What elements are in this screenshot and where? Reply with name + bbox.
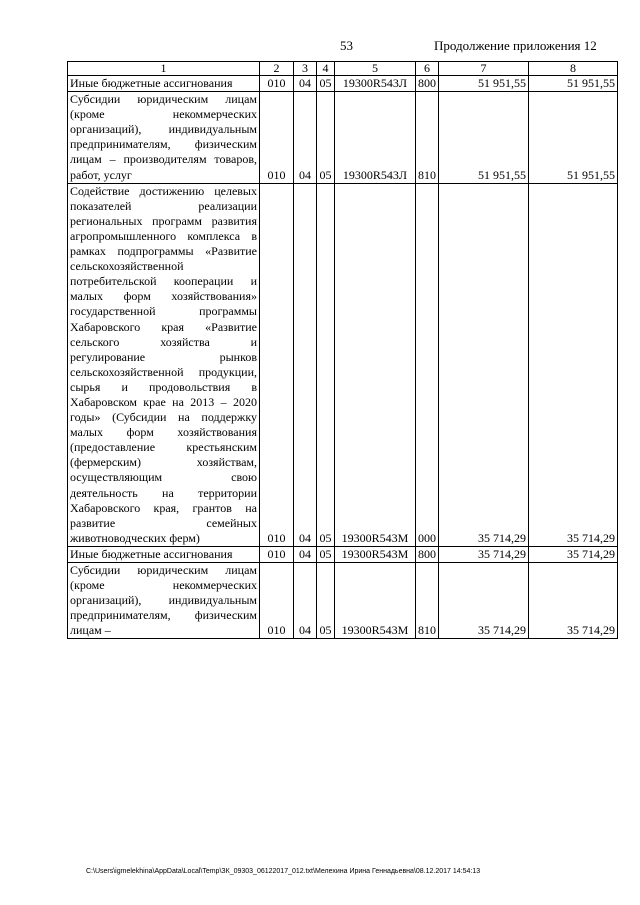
amount-cell: 51 951,55 <box>439 76 529 92</box>
row-description: Содействие достижению целевых показателей реализации региональных программ развития агропромышленного комплекса в рамках подпрограммы «Развитие сельскохозяйственной потребительской кооперации и малых форм хозяйствования» государственной программы Хабаровского края «Развитие сельского хозяйства и регулирование рынков сельскохозяйственной продукции, сырья и продовольствия в Хабаровском крае на 2013 – 2020 годы» (Субсидии на поддержку малых форм хозяйствования (предоставление крестьянским (фермерским) хозяйствам, осуществляющим свою деятельность на территории Хабаровского края, грантов на развитие семейных животноводческих ферм) <box>68 183 260 546</box>
row-description: Субсидии юридическим лицам (кроме некоммерческих организаций), индивидуальным предпринимателям, физическим лицам – производителям товаров, работ, услуг <box>68 92 260 184</box>
amount-cell: 35 714,29 <box>439 183 529 546</box>
amount-cell: 35 714,29 <box>529 563 618 639</box>
code-cell: 010 <box>260 546 294 562</box>
code-cell: 04 <box>294 546 317 562</box>
code-cell: 05 <box>317 76 335 92</box>
row-description: Иные бюджетные ассигнования <box>68 76 260 92</box>
table-row <box>68 92 618 184</box>
amount-cell: 35 714,29 <box>439 546 529 562</box>
code-cell: 04 <box>294 563 317 639</box>
column-header: 8 <box>529 62 618 76</box>
amount-cell: 35 714,29 <box>439 563 529 639</box>
column-header: 4 <box>317 62 335 76</box>
footer-file-path: C:\Users\igmelekhina\AppData\Local\Temp\ЗК_09303_06122017_012.txt\Мелехина Ирина Геннадьевна\08.12.2017 14:54:13 <box>86 868 481 875</box>
column-header: 7 <box>439 62 529 76</box>
amount-cell: 35 714,29 <box>529 546 618 562</box>
code-cell: 05 <box>317 546 335 562</box>
code-cell: 05 <box>317 92 335 184</box>
amount-cell: 51 951,55 <box>439 92 529 184</box>
amount-cell: 51 951,55 <box>529 76 618 92</box>
continuation-label: Продолжение приложения 12 <box>434 38 597 53</box>
table-row <box>68 76 618 92</box>
code-cell: 04 <box>294 76 317 92</box>
code-cell: 05 <box>317 183 335 546</box>
code-cell: 05 <box>317 563 335 639</box>
code-cell: 04 <box>294 92 317 184</box>
row-description: Иные бюджетные ассигнования <box>68 546 260 562</box>
amount-cell: 51 951,55 <box>529 92 618 184</box>
code-cell: 810 <box>416 92 439 184</box>
code-cell: 000 <box>416 183 439 546</box>
amount-cell: 35 714,29 <box>529 183 618 546</box>
page-number: 53 <box>340 38 353 53</box>
column-header: 5 <box>335 62 416 76</box>
code-cell: 19300R543Л <box>335 76 416 92</box>
code-cell: 19300R543Л <box>335 92 416 184</box>
code-cell: 010 <box>260 76 294 92</box>
column-header: 6 <box>416 62 439 76</box>
code-cell: 19300R543М <box>335 546 416 562</box>
column-header: 3 <box>294 62 317 76</box>
code-cell: 010 <box>260 92 294 184</box>
code-cell: 010 <box>260 563 294 639</box>
code-cell: 800 <box>416 546 439 562</box>
code-cell: 800 <box>416 76 439 92</box>
table-row <box>68 546 618 562</box>
table-row <box>68 183 618 546</box>
column-header: 2 <box>260 62 294 76</box>
budget-table <box>67 61 618 639</box>
code-cell: 010 <box>260 183 294 546</box>
table-header-row <box>68 62 618 76</box>
code-cell: 19300R543М <box>335 563 416 639</box>
row-description: Субсидии юридическим лицам (кроме некоммерческих организаций), индивидуальным предпринимателям, физическим лицам – <box>68 563 260 639</box>
column-header: 1 <box>68 62 260 76</box>
code-cell: 19300R543М <box>335 183 416 546</box>
code-cell: 810 <box>416 563 439 639</box>
table-row <box>68 563 618 639</box>
code-cell: 04 <box>294 183 317 546</box>
